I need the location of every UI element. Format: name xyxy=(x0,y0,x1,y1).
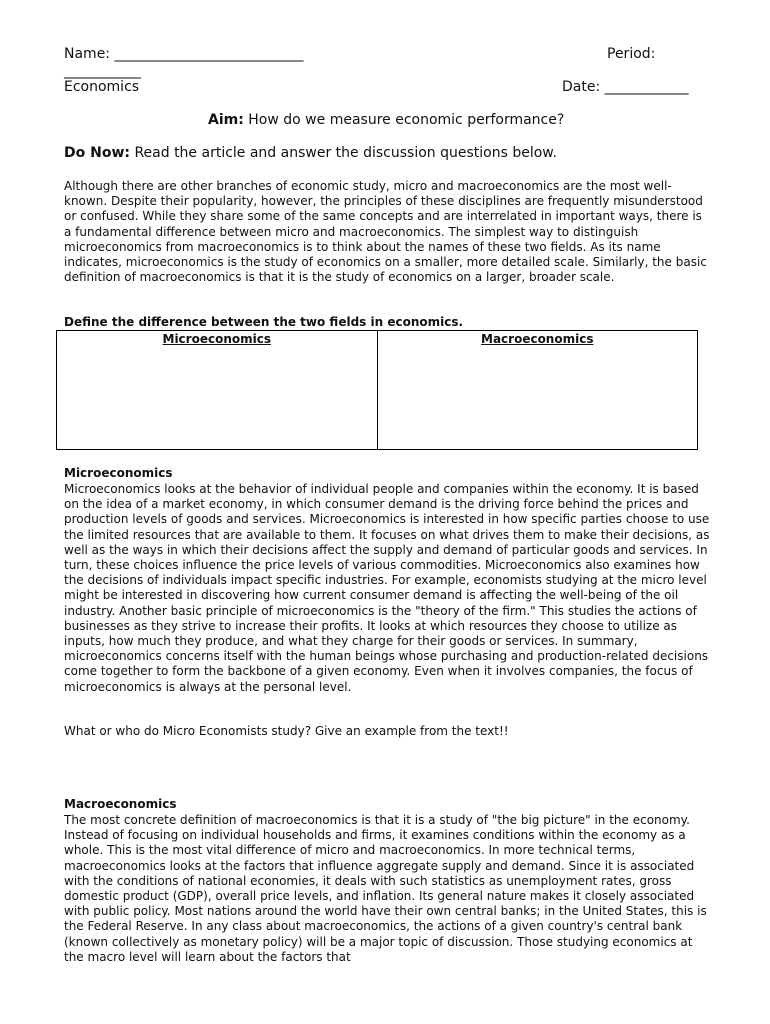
micro-heading: Microeconomics xyxy=(64,466,173,480)
do-now-line xyxy=(64,145,557,161)
name-line-continued: ___________ xyxy=(64,63,141,79)
name-label: Name: ___________________________ xyxy=(64,46,304,62)
intro-paragraph: Although there are other branches of economic study, micro and macroeconomics are the most well-known. Despite their popularity, however, the principles of these disciplines are frequently misunderstood or confused. While they share some of the same concepts and are interrelated in important ways, there is a fundamental difference between micro and macroeconomics. The simplest way to distinguish microeconomics from macroeconomics is to think about the names of these two fields. As its name indicates, microeconomics is the study of economics on a smaller, more detailed scale. Similarly, the basic definition of macroeconomics is that it is the study of economics on a larger, broader scale. xyxy=(64,179,707,285)
aim-label: Aim: xyxy=(208,112,244,128)
micro-body: Microeconomics looks at the behavior of individual people and companies within the economy. It is based on the idea of a market economy, in which consumer demand is the driving force behind the prices and production levels of goods and services. Microeconomics is interested in how specific parties choose to use the limited resources that are available to them. It focuses on what drives them to make their decisions, as well as the ways in which their decisions affect the supply and demand of particular goods and services. In turn, these choices influence the price levels of various commodities. Microeconomics also examines how the decisions of individuals impact specific industries. For example, economists studying at the micro level might be interested in discovering how current consumer demand is affecting the well-being of the oil industry. Another basic principle of microeconomics is the "theory of the firm." This studies the actions of businesses as they strive to increase their profits. It looks at which resources they choose to utilize as inputs, how much they produce, and what they charge for their goods or services. In summary, microeconomics concerns itself with the human beings whose purchasing and production-related decisions come together to form the backbone of a given economy. Even when it involves companies, the focus of microeconomics is always at the personal level. xyxy=(64,482,710,694)
macro-heading: Macroeconomics xyxy=(64,797,177,811)
do-now-text: Read the article and answer the discussion questions below. xyxy=(134,145,557,161)
aim-line xyxy=(208,112,564,128)
date-label: Date: ____________ xyxy=(562,79,689,95)
definition-table xyxy=(56,330,698,450)
define-prompt: Define the difference between the two fields in economics. xyxy=(64,315,464,329)
do-now-label: Do Now: xyxy=(64,145,130,161)
micro-column-header: Microeconomics xyxy=(162,332,271,346)
macro-body: The most concrete definition of macroeconomics is that it is a study of "the big picture" in the economy. Instead of focusing on individual households and firms, it examines conditions within the economy as a whole. This is the most vital difference of micro and macroeconomics. In more technical terms, macroeconomics looks at the factors that influence aggregate supply and demand. Since it is associated with the conditions of national economies, it deals with such statistics as unemployment rates, gross domestic product (GDP), overall price levels, and inflation. Its general nature makes it closely associated with public policy. Most nations around the world have their own central banks; in the United States, this is the Federal Reserve. In any class about macroeconomics, the actions of a given country's central bank (known collectively as monetary policy) will be a major topic of discussion. Those studying economics at the macro level will learn about the factors that xyxy=(64,813,707,964)
micro-question: What or who do Micro Economists study? Give an example from the text!! xyxy=(64,724,509,738)
macro-column-header: Macroeconomics xyxy=(377,331,698,449)
subject-label: Economics xyxy=(64,79,140,95)
period-label: Period: xyxy=(607,46,656,62)
aim-text: How do we measure economic performance? xyxy=(248,112,565,128)
